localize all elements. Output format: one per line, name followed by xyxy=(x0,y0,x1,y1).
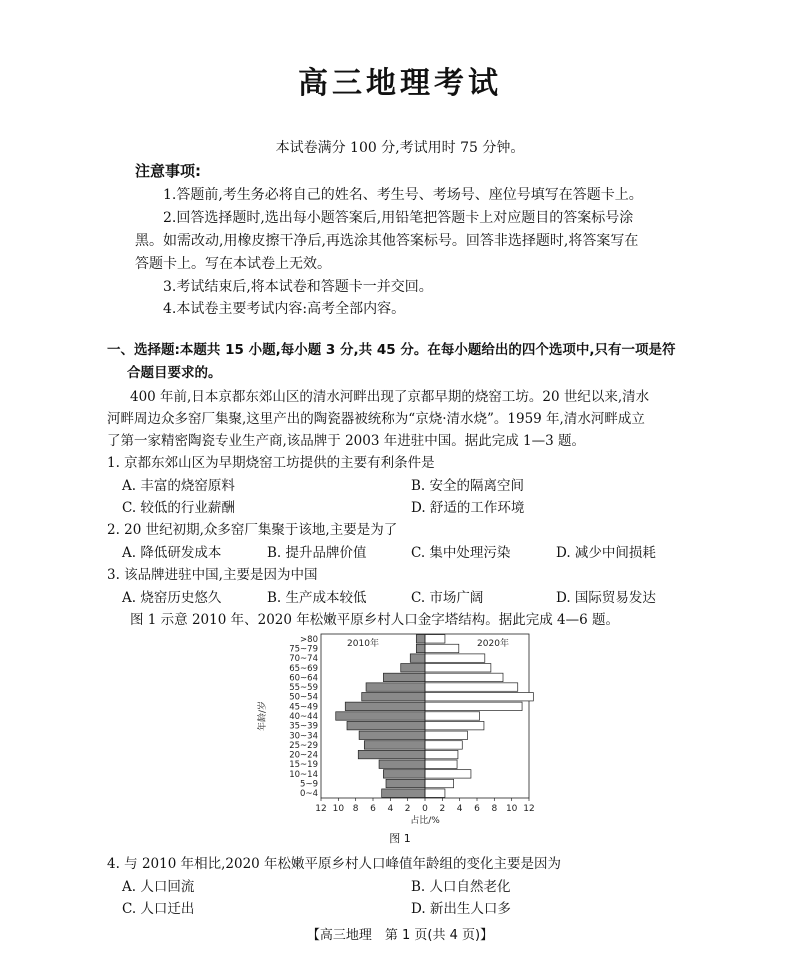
x-axis-label: 占比/% xyxy=(410,816,440,826)
bar-2020 xyxy=(425,721,484,729)
age-tick-label: 70~74 xyxy=(289,654,318,665)
bar-2020 xyxy=(425,770,471,778)
option: A. 烧窑历史悠久 xyxy=(122,590,222,606)
age-tick-label: 40~44 xyxy=(289,712,318,722)
bar-2010 xyxy=(383,673,425,681)
x-tick-label: 0 xyxy=(422,804,428,814)
option: C. 较低的行业薪酬 xyxy=(122,500,235,516)
age-tick-label: 35~39 xyxy=(289,721,318,732)
population-pyramid-chart xyxy=(255,628,555,848)
bar-2020 xyxy=(425,731,467,739)
x-tick-label: 2 xyxy=(439,804,446,814)
age-tick-label: 30~34 xyxy=(289,731,318,742)
bar-2010 xyxy=(347,721,425,729)
x-tick-label: 12 xyxy=(523,804,535,814)
notice-line: 1.答题前,考生务必将自己的姓名、考生号、考场号、座位号填写在答题卡上。 xyxy=(163,187,643,203)
exam-info: 本试卷满分 100 分,考试用时 75 分钟。 xyxy=(275,140,525,156)
bar-2010 xyxy=(401,664,425,672)
bar-2020 xyxy=(425,760,457,768)
notice-line: 2.回答选择题时,选出每小题答案后,用铅笔把答题卡上对应题目的答案标号涂 xyxy=(163,210,634,226)
bar-2010 xyxy=(358,750,425,758)
age-tick-label: >80 xyxy=(300,634,318,645)
age-tick-label: 10~14 xyxy=(289,769,318,780)
section-heading: 一、选择题:本题共 15 小题,每小题 3 分,共 45 分。在每小题给出的四个选项中,只有一项是符 xyxy=(107,342,676,358)
legend-2010: 2010年 xyxy=(347,639,379,649)
option: B. 安全的隔离空间 xyxy=(411,478,525,494)
bar-2010 xyxy=(366,683,425,691)
y-axis-label: 年龄/岁 xyxy=(258,700,268,732)
bar-2010 xyxy=(362,692,425,700)
bar-2010 xyxy=(383,770,425,778)
bar-2010 xyxy=(359,731,425,739)
bar-2020 xyxy=(425,750,458,758)
option: A. 降低研发成本 xyxy=(122,545,222,561)
age-tick-label: 25~29 xyxy=(289,740,318,751)
x-tick-label: 6 xyxy=(370,804,376,814)
notice-line: 答题卡上。写在本试卷上无效。 xyxy=(135,256,331,272)
notice-line: 4.本试卷主要考试内容:高考全部内容。 xyxy=(163,301,406,317)
bar-2010 xyxy=(379,760,425,768)
x-tick-label: 10 xyxy=(332,804,345,814)
age-tick-label: 75~79 xyxy=(289,644,318,655)
question-stem: 4. 与 2010 年相比,2020 年松嫩平原乡村人口峰值年龄组的变化主要是因为 xyxy=(107,856,562,872)
x-tick-label: 6 xyxy=(474,804,480,814)
x-tick-label: 8 xyxy=(491,804,498,814)
page-footer: 【高三地理 第 1 页(共 4 页)】 xyxy=(306,928,494,943)
bar-2020 xyxy=(425,664,491,672)
bar-2010 xyxy=(336,712,425,720)
x-tick-label: 8 xyxy=(352,804,359,814)
page-title: 高三地理考试 xyxy=(298,66,502,101)
option: D. 新出生人口多 xyxy=(411,901,511,917)
age-tick-label: 5~9 xyxy=(300,779,318,790)
passage-line: 了第一家精密陶瓷专业生产商,该品牌于 2003 年进驻中国。据此完成 1—3 题。 xyxy=(107,433,585,449)
legend-2020: 2020年 xyxy=(477,639,509,649)
pyramid-svg xyxy=(255,628,555,848)
age-tick-label: 65~69 xyxy=(289,663,318,674)
passage-line: 400 年前,日本京都东郊山区的清水河畔出现了京都早期的烧窑工坊。20 世纪以来,清水 xyxy=(130,389,650,405)
question-stem: 1. 京都东郊山区为早期烧窑工坊提供的主要有利条件是 xyxy=(107,455,435,471)
bar-2010 xyxy=(416,635,425,643)
age-tick-label: 45~49 xyxy=(289,702,318,713)
bar-2020 xyxy=(425,673,503,681)
bar-2020 xyxy=(425,635,445,643)
option: A. 人口回流 xyxy=(122,879,195,895)
option: A. 丰富的烧窑原料 xyxy=(122,478,235,494)
age-tick-label: 50~54 xyxy=(289,692,318,703)
bar-2020 xyxy=(425,654,485,662)
bar-2010 xyxy=(345,702,425,710)
option: C. 集中处理污染 xyxy=(411,545,511,561)
question-stem: 2. 20 世纪初期,众多窑厂集聚于该地,主要是为了 xyxy=(107,522,398,538)
age-tick-label: 20~24 xyxy=(289,750,318,761)
bar-2020 xyxy=(425,789,445,797)
bar-2020 xyxy=(425,779,454,787)
bar-2020 xyxy=(425,712,480,720)
option: B. 提升品牌价值 xyxy=(267,545,367,561)
figure-caption: 图 1 xyxy=(389,832,411,845)
bar-2020 xyxy=(425,683,518,691)
age-tick-label: 55~59 xyxy=(289,683,318,694)
age-tick-label: 60~64 xyxy=(289,673,318,684)
x-tick-label: 4 xyxy=(387,804,394,814)
notice-heading: 注意事项: xyxy=(135,162,201,180)
bar-2020 xyxy=(425,692,533,700)
option: B. 生产成本较低 xyxy=(267,590,367,606)
x-tick-label: 12 xyxy=(315,804,327,814)
notice-line: 3.考试结束后,将本试卷和答题卡一并交回。 xyxy=(163,279,433,295)
section-heading: 合题目要求的。 xyxy=(127,365,222,381)
bar-2010 xyxy=(364,741,425,749)
option: D. 国际贸易发达 xyxy=(556,590,656,606)
option: D. 舒适的工作环境 xyxy=(411,500,525,516)
bar-2010 xyxy=(410,654,425,662)
bar-2010 xyxy=(382,789,425,797)
age-tick-label: 0~4 xyxy=(300,789,318,800)
x-tick-label: 4 xyxy=(456,804,463,814)
option: C. 市场广阔 xyxy=(411,590,484,606)
question-stem: 3. 该品牌进驻中国,主要是因为中国 xyxy=(107,567,318,583)
bar-2020 xyxy=(425,741,462,749)
bar-2020 xyxy=(425,644,459,652)
option: B. 人口自然老化 xyxy=(411,879,511,895)
option: C. 人口迁出 xyxy=(122,901,195,917)
figure-intro: 图 1 示意 2010 年、2020 年松嫩平原乡村人口金字塔结构。据此完成 4—6 题。 xyxy=(130,612,620,628)
passage-line: 河畔周边众多窑厂集聚,这里产出的陶瓷器被统称为“京烧·清水烧”。1959 年,清水河畔成立 xyxy=(107,411,645,427)
age-tick-label: 15~19 xyxy=(289,760,318,771)
x-tick-label: 2 xyxy=(404,804,411,814)
bar-2010 xyxy=(416,644,425,652)
notice-line: 黑。如需改动,用橡皮擦干净后,再选涂其他答案标号。回答非选择题时,将答案写在 xyxy=(135,233,639,249)
x-tick-label: 10 xyxy=(505,804,518,814)
option: D. 减少中间损耗 xyxy=(556,545,656,561)
bar-2020 xyxy=(425,702,522,710)
bar-2010 xyxy=(386,779,425,787)
